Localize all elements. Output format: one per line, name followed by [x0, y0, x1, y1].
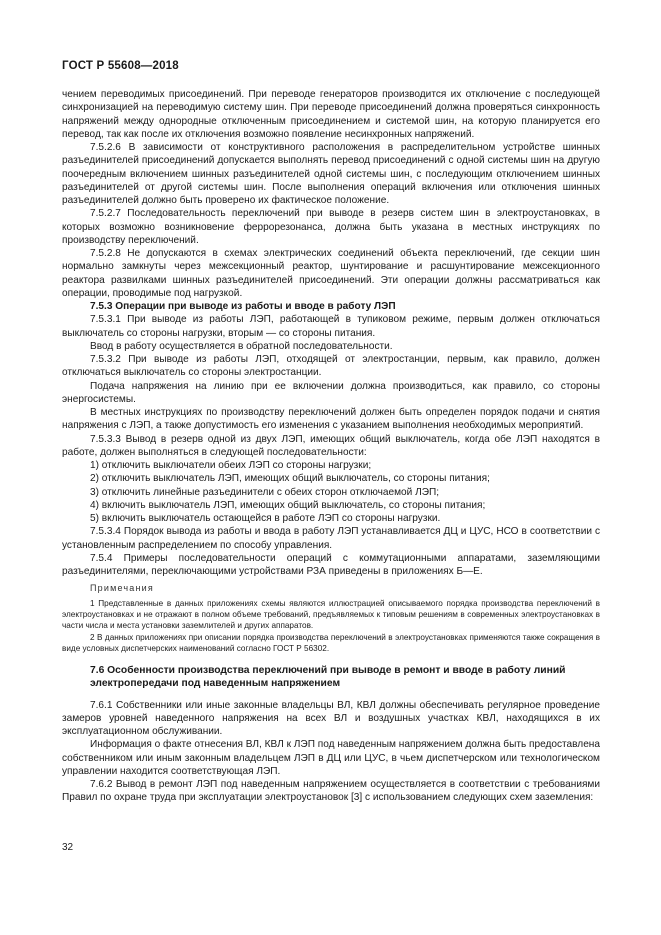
page-number: 32 [62, 842, 74, 853]
list-item-2: 2) отключить выключатель ЛЭП, имеющих общий выключатель, со стороны питания; [90, 473, 490, 485]
list-item-3: 3) отключить линейные разъединители с обеих сторон отключаемой ЛЭП; [90, 486, 440, 498]
paragraph-continuation: чением переводимых присоединений. При переводе генераторов производится их отключение с последующей синхронизацией на переводимую систему шин. При переводе присоединений должна проверяться синхронность напряжений между однородные отключенным присоединением и системой шин, на которую планируется его перевод, так как после их отключения возможно появление несинхронных напряжений. [62, 89, 600, 140]
note-1: 1 Представленные в данных приложениях схемы являются иллюстрацией описываемого порядка производства переключений в электроустановках и не отражают в полном объеме требований, предъявляемых к типовым решениям в современных электроустановках в части числа и места установки заземлителей и других аппаратов. [62, 598, 600, 631]
body-text [62, 88, 600, 805]
notes-heading: Примечания [90, 583, 154, 594]
section-heading-7-6: 7.6 Особенности производства переключений при выводе в ремонт и вводе в работу линий электропередачи под наведенным напряжением [90, 664, 566, 690]
subsection-heading-7-5-3: 7.5.3 Операции при выводе из работы и вводе в работу ЛЭП [90, 301, 396, 312]
paragraph-7-6-2: 7.6.2 Вывод в ремонт ЛЭП под наведенным напряжением осуществляется в соответствии с требованиями Правил по охране труда при эксплуатации электроустановок [3] с использованием следующих схем заземления: [62, 779, 600, 804]
note-2: 2 В данных приложениях при описании порядка производства переключений в электроустановках применяются также сокращения в виде условных диспетчерских наименований согласно ГОСТ Р 56302. [62, 632, 600, 654]
paragraph-7-5-3-1: 7.5.3.1 При выводе из работы ЛЭП, работающей в тупиковом режиме, первым должен отключаться выключатель со стороны нагрузки, вторым — со стороны питания. [62, 314, 600, 339]
list-item-4: 4) включить выключатель ЛЭП, имеющих общий выключатель, со стороны питания; [90, 499, 486, 511]
document-code: ГОСТ Р 55608—2018 [62, 60, 179, 72]
paragraph-information: Информация о факте отнесения ВЛ, КВЛ к ЛЭП под наведенным напряжением должна быть предоставлена собственником или иным законным владельцем ЛЭП в ДЦ или ЦУС, в чьем диспетчерском или технологическом управлении находится соответствующая ЛЭП. [62, 739, 600, 777]
paragraph-local-instructions: В местных инструкциях по производству переключений должен быть определен порядок подачи и снятия напряжения с ЛЭП, а также допустимость его изменения с указанием выполнения необходимых мероприятий. [62, 407, 600, 432]
paragraph-7-5-2-8: 7.5.2.8 Не допускаются в схемах электрических соединений объекта переключений, где секции шин нормально замкнуты через межсекционный реактор, шунтирование и расшунтирование межсекционного реактора развилками шинных разъединителей присоединений. Эти операции должны рассматриваться как операции, проводимые под нагрузкой. [62, 248, 600, 299]
paragraph-voltage-supply: Подача напряжения на линию при ее включении должна производиться, как правило, со стороны энергосистемы. [62, 380, 600, 405]
list-item-1: 1) отключить выключатели обеих ЛЭП со стороны нагрузки; [90, 460, 372, 471]
paragraph-7-6-1: 7.6.1 Собственники или иные законные владельцы ВЛ, КВЛ должны обеспечивать регулярное проведение замеров уровней наведенного напряжения на всех ВЛ и воздушных участках КВЛ, находящихся в их эксплуатационном обслуживании. [62, 699, 600, 738]
paragraph-7-5-4: 7.5.4 Примеры последовательности операций с коммутационными аппаратами, заземляющими разъединителями, переключающими устройствами РЗА приведены в приложениях Б—Е. [62, 552, 600, 577]
paragraph-7-5-2-7: 7.5.2.7 Последовательность переключений при выводе в резерв систем шин в электроустановках, в которых возможно возникновение феррорезонанса, должна быть указана в местных инструкциях по производству переключений. [62, 208, 600, 246]
paragraph-reverse-order: Ввод в работу осуществляется в обратной последовательности. [90, 340, 393, 352]
paragraph-7-5-2-6: 7.5.2.6 В зависимости от конструктивного расположения в распределительном устройстве шинных разъединителей присоединений допускается выполнять перевод присоединений с одной системы шин на другую поочередным включением шинных разъединителей одной системы шин, с последующим отключением шинных разъединителей от другой системы шин. После выполнения операций включения или отключения шинных разъединителей должно быть проверено их фактическое положение. [62, 142, 600, 206]
paragraph-7-5-3-2: 7.5.3.2 При выводе из работы ЛЭП, отходящей от электростанции, первым, как правило, должен отключаться выключатель со стороны электростанции. [62, 354, 600, 379]
list-item-5: 5) включить выключатель остающейся в работе ЛЭП со стороны нагрузки. [90, 513, 441, 524]
paragraph-7-5-3-3: 7.5.3.3 Вывод в резерв одной из двух ЛЭП, имеющих общий выключатель, когда обе ЛЭП находятся в работе, должен выполняться в следующей последовательности: [62, 433, 600, 458]
paragraph-7-5-3-4: 7.5.3.4 Порядок вывода из работы и ввода в работу ЛЭП устанавливается ДЦ и ЦУС, НСО в соответствии с установленным распределением по способу управления. [62, 526, 600, 551]
